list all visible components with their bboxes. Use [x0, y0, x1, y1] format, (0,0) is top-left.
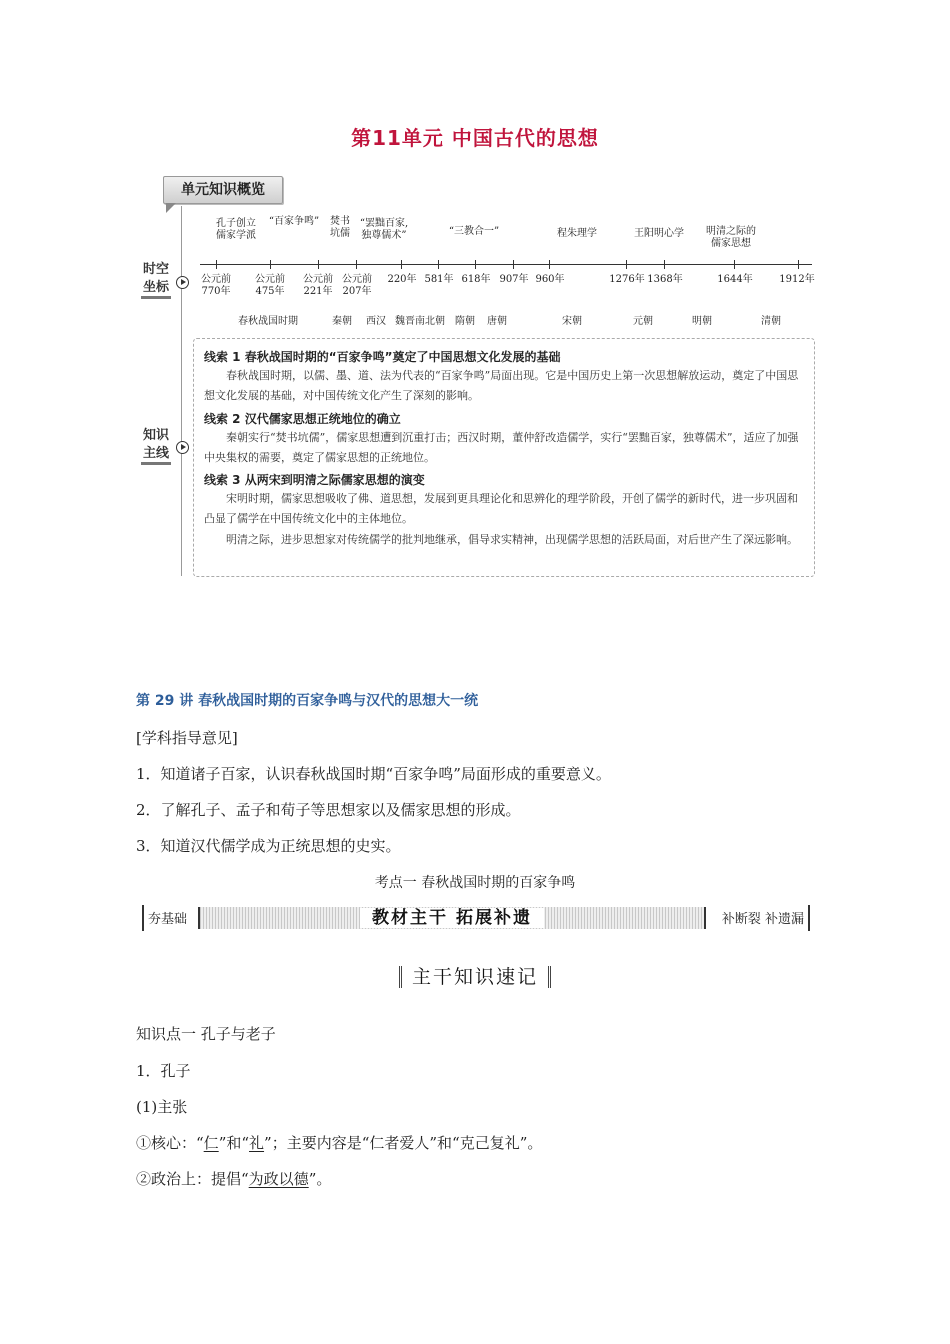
guidance-label: [学科指导意见] [136, 729, 238, 747]
timeline-date: 1912年 [779, 274, 815, 285]
dynasty-label: 魏晋南北朝 [395, 316, 445, 327]
section-banner [142, 905, 810, 931]
guidance-item: 3．知道汉代儒学成为正统思想的史实。 [136, 837, 401, 855]
timeline-date: 公元前 221年 [303, 274, 333, 297]
timeline-event: 焚书 坑儒 [330, 216, 350, 239]
timeline-tick [475, 260, 476, 269]
timeline-date: 1276年 [609, 274, 645, 285]
timeline-event: 孔子创立 儒家学派 [216, 218, 256, 241]
timeline-tick [270, 260, 271, 269]
timeline-event: 程朱理学 [557, 228, 597, 239]
timeline-tick [549, 260, 550, 269]
timeline-date: 581年 [424, 274, 454, 285]
timeline-axis [200, 264, 812, 265]
timeline-date: 公元前 770年 [201, 274, 231, 297]
banner-bar [198, 907, 706, 929]
unit-title: 第11单元 中国古代的思想 [351, 126, 599, 150]
dynasty-label: 西汉 [366, 316, 386, 327]
clue-heading: 线索 1 春秋战国时期的“百家争鸣”奠定了中国思想文化发展的基础 [204, 350, 561, 364]
timeline-tick [216, 260, 217, 269]
timeline-date: 1644年 [717, 274, 753, 285]
knowledge-line: ②政治上：提倡“为政以德”。 [136, 1170, 332, 1188]
dynasty-label: 明朝 [692, 316, 712, 327]
dynasty-label: 清朝 [761, 316, 781, 327]
guidance-item: 2．了解孔子、孟子和荀子等思想家以及儒家思想的形成。 [136, 801, 521, 819]
timeline-date: 1368年 [647, 274, 683, 285]
dynasty-label: 春秋战国时期 [238, 316, 298, 327]
timeline-event: 王阳明心学 [634, 228, 684, 239]
timeline-event: 明清之际的 儒家思想 [706, 226, 756, 249]
timeline-tick [401, 260, 402, 269]
timeline-tick [664, 260, 665, 269]
divider-line [181, 206, 182, 576]
timeline-date: 公元前 475年 [255, 274, 285, 297]
timeline-date: 公元前 207年 [342, 274, 372, 297]
clue-heading: 线索 3 从两宋到明清之际儒家思想的演变 [204, 473, 425, 487]
tag-arrow-icon [166, 203, 176, 213]
clue-body: 秦朝实行“焚书坑儒”，儒家思想遭到沉重打击；西汉时期，董仲舒改造儒学，实行“罢黜百家，独尊儒术”，适应了加强中央集权的需要，奠定了儒家思想的正统地位。 [204, 431, 799, 464]
timeline-tick [626, 260, 627, 269]
timeline-tick [318, 260, 319, 269]
overview-tag: 单元知识概览 [163, 176, 283, 204]
timeline-date: 220年 [387, 274, 417, 285]
play-icon [176, 441, 189, 454]
timeline-tick [798, 260, 799, 269]
kaodian-heading: 考点一 春秋战国时期的百家争鸣 [374, 875, 576, 891]
timeline-tick [734, 260, 735, 269]
clue-body: 宋明时期，儒家思想吸收了佛、道思想，发展到更具理论化和思辨化的理学阶段，开创了儒学的新时代，进一步巩固和凸显了儒学在中国传统文化中的主体地位。 [204, 492, 798, 525]
timeline-tick [356, 260, 357, 269]
banner-edge [142, 905, 144, 931]
timeline-event: “百家争鸣” [268, 216, 320, 227]
banner-edge [808, 905, 810, 931]
clue-body: 明清之际，进步思想家对传统儒学的批判地继承，倡导求实精神，出现儒学思想的活跃局面，对后世产生了深远影响。 [226, 533, 798, 546]
knowledge-point: 知识点一 孔子与老子 [136, 1025, 276, 1043]
knowledge-sub: 1．孔子 [136, 1062, 191, 1080]
timeline-event: “罢黜百家, 独尊儒术” [359, 218, 409, 241]
timeline-date: 618年 [461, 274, 491, 285]
play-icon [176, 276, 189, 289]
side-label-knowledge: 知识 主线 [141, 428, 171, 465]
banner-right-label: 补断裂 补遗漏 [721, 912, 804, 927]
dynasty-label: 秦朝 [332, 316, 352, 327]
dynasty-label: 宋朝 [562, 316, 582, 327]
dynasty-label: 隋朝 [455, 316, 475, 327]
timeline-event: “三教合一” [448, 226, 500, 237]
banner-left-label: 夯基础 [148, 912, 188, 927]
dynasty-label: 元朝 [633, 316, 653, 327]
guidance-item: 1．知道诸子百家，认识春秋战国时期“百家争鸣”局面形成的重要意义。 [136, 765, 611, 783]
timeline-date: 960年 [535, 274, 565, 285]
clue-heading: 线索 2 汉代儒家思想正统地位的确立 [204, 412, 401, 426]
lecture-title: 第 29 讲 春秋战国时期的百家争鸣与汉代的思想大一统 [136, 693, 479, 709]
dynasty-label: 唐朝 [487, 316, 507, 327]
timeline-tick [438, 260, 439, 269]
knowledge-line: ①核心：“仁”和“礼”；主要内容是“仁者爱人”和“克己复礼”。 [136, 1134, 543, 1152]
knowledge-sub: (1)主张 [136, 1098, 188, 1116]
side-label-time: 时空 坐标 [141, 262, 171, 299]
timeline-tick [513, 260, 514, 269]
subhead: 主干知识速记 [0, 962, 950, 989]
banner-center-label: 教材主干 拓展补遗 [360, 908, 544, 928]
timeline-date: 907年 [499, 274, 529, 285]
clue-body: 春秋战国时期，以儒、墨、道、法为代表的“百家争鸣”局面出现。它是中国历史上第一次思想解放运动，奠定了中国思想文化发展的基础，对中国传统文化产生了深刻的影响。 [204, 369, 799, 402]
